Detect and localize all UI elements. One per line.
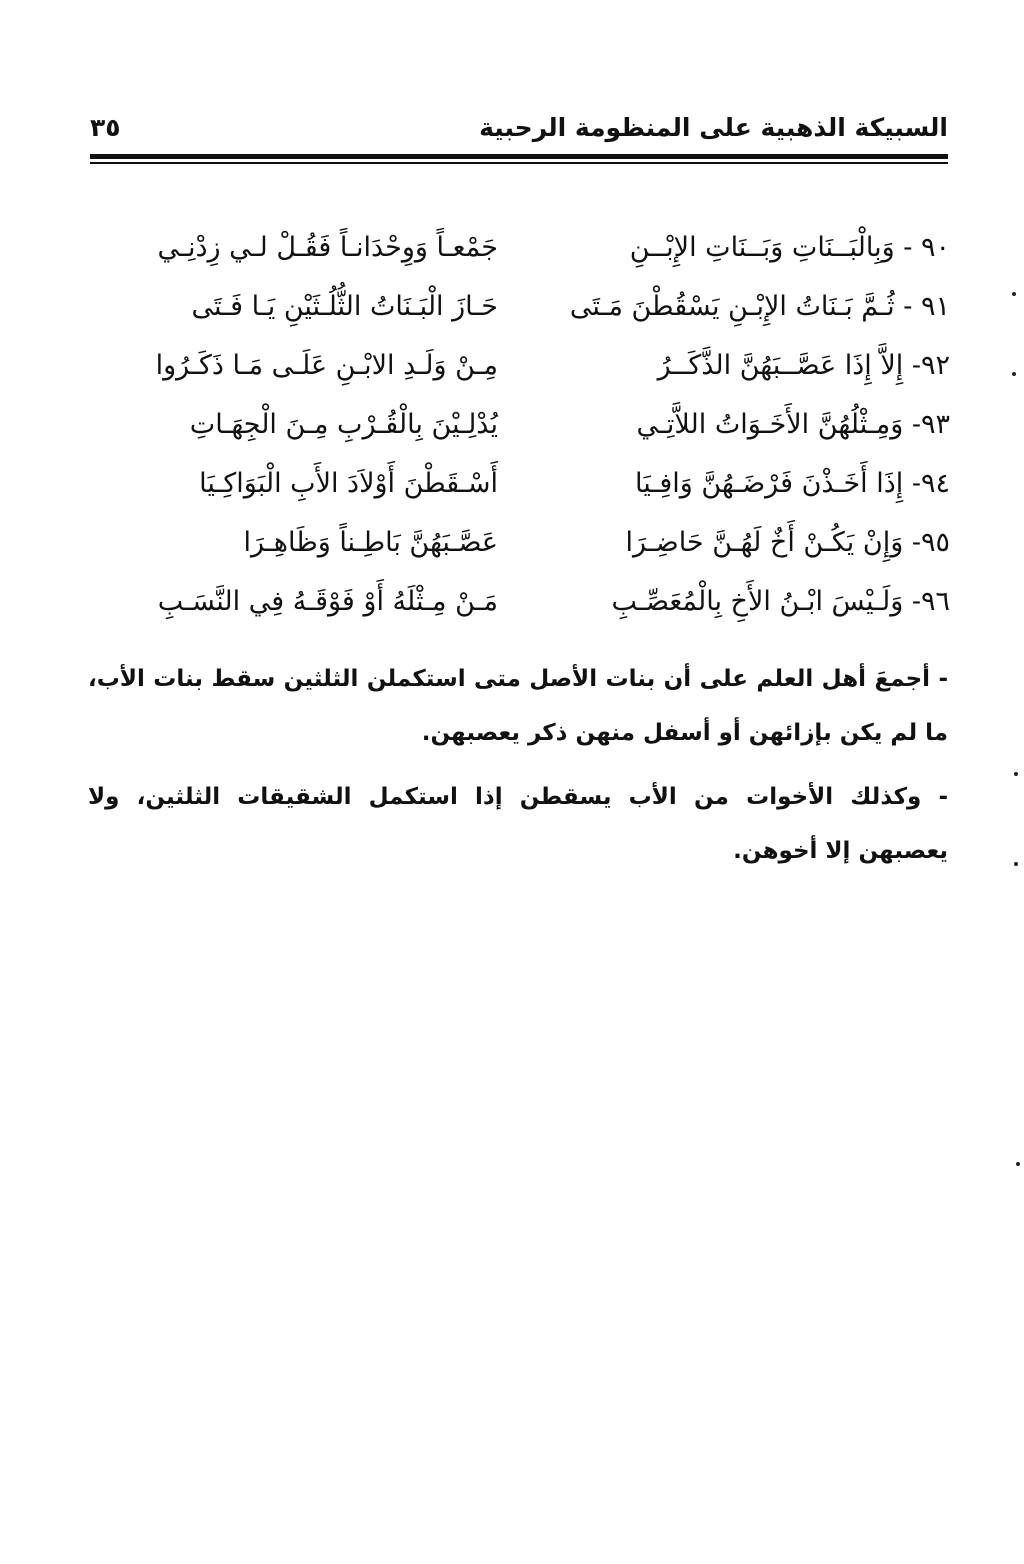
commentary-paragraph: - وكذلك الأخوات من الأب يسقطن إذا استكمل الشقيقات الثلثين، ولا يعصبهن إلا أخوهن. <box>88 784 948 864</box>
verse-first-hemistich: ٩٣- وَمِـثْلُهُنَّ الأَخَـوَاتُ اللاَّتِـي <box>636 409 950 440</box>
verse-95 <box>98 513 950 572</box>
commentary-block <box>88 652 948 888</box>
header-rule-thin <box>90 162 948 164</box>
header-rule-thick <box>90 154 948 159</box>
verse-94 <box>98 454 950 513</box>
verse-91 <box>98 277 950 336</box>
verse-second-hemistich: مَـنْ مِـثْلَهُ أَوْ فَوْقَـهُ فِي النَّسَـبِ <box>157 586 498 617</box>
verse-92 <box>98 336 950 395</box>
verses-block <box>98 218 950 631</box>
scan-speck <box>1014 862 1018 866</box>
verse-first-hemistich: ٩٥- وَإِنْ يَكُـنْ أَخٌ لَهُـنَّ حَاضِـرَا <box>625 527 950 558</box>
scan-speck <box>1014 772 1018 776</box>
verse-93 <box>98 395 950 454</box>
commentary-paragraph: - أجمعَ أهل العلم على أن بنات الأصل متى استكملن الثلثين سقط بنات الأب، ما لم يكن بإزائهن أو أسفل منهن ذكر يعصبهن. <box>88 666 948 746</box>
page-number: ٣٥ <box>90 113 121 142</box>
verse-second-hemistich: يُدْلِـيْنَ بِالْقُـرْبِ مِـنَ الْجِهَـاتِ <box>189 409 498 440</box>
verse-first-hemistich: ٩٤- إِذَا أَخَـذْنَ فَرْضَـهُنَّ وَافِـيَا <box>635 468 950 499</box>
scan-speck <box>1016 1162 1020 1166</box>
verse-first-hemistich: ٩١ - ثُـمَّ بَـنَاتُ الإِبْـنِ يَسْقُطْنَ مَـتَى <box>569 291 950 322</box>
verse-second-hemistich: حَـازَ الْبَـنَاتُ الثُّلُـثَيْنِ يَـا فَـتَى <box>191 291 498 322</box>
verse-second-hemistich: أَسْـقَطْنَ أَوْلاَدَ الأَبِ الْبَوَاكِـيَا <box>199 468 498 499</box>
verse-second-hemistich: مِـنْ وَلَـدِ الابْـنِ عَلَـى مَـا ذَكَـرُوا <box>155 350 498 381</box>
page-header <box>90 108 948 148</box>
verse-first-hemistich: ٩٦- وَلَـيْسَ ابْـنُ الأَخِ بِالْمُعَصِّـبِ <box>611 586 950 617</box>
verse-first-hemistich: ٩٢- إِلاَّ إِذَا عَصَّــبَهُنَّ الذَّكَــرُ <box>657 350 950 381</box>
verse-first-hemistich: ٩٠ - وَبِالْبَــنَاتِ وَبَــنَاتِ الإِبْــنِ <box>629 232 950 263</box>
verse-90 <box>98 218 950 277</box>
verse-96 <box>98 572 950 631</box>
running-title: السبيكة الذهبية على المنظومة الرحبية <box>479 113 948 142</box>
scan-speck <box>1012 292 1016 296</box>
verse-second-hemistich: جَمْعـاً وَوِحْدَانـاً فَقُـلْ لـي زِدْنِـي <box>157 232 498 263</box>
scan-speck <box>1012 372 1016 376</box>
verse-second-hemistich: عَصَّـبَهُنَّ بَاطِـناً وَظَاهِـرَا <box>243 527 498 558</box>
